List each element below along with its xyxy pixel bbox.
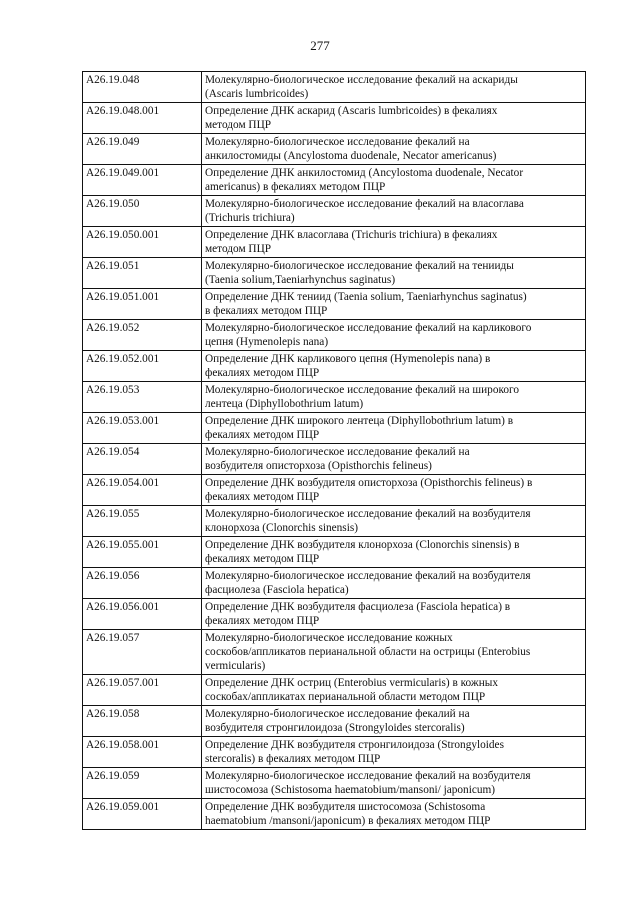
description-line: (Trichuris trichiura) xyxy=(205,212,295,224)
table-row xyxy=(83,103,586,134)
description-line: Определение ДНК аскарид (Ascaris lumbricoides) в фекалиях xyxy=(205,105,498,117)
description-line: Определение ДНК возбудителя клонорхоза (Clonorchis sinensis) в xyxy=(205,539,520,551)
service-description-cell xyxy=(202,706,586,737)
description-line: фекалиях методом ПЦР xyxy=(205,367,320,379)
description-line: Молекулярно-биологическое исследование фекалий на возбудителя xyxy=(205,508,531,520)
service-code-cell: A26.19.052 xyxy=(83,320,202,351)
table-row xyxy=(83,413,586,444)
description-line: анкилостомиды (Ancylostoma duodenale, Necator americanus) xyxy=(205,150,497,162)
service-code-cell: A26.19.049.001 xyxy=(83,165,202,196)
table-row xyxy=(83,227,586,258)
table-row xyxy=(83,630,586,675)
table-row xyxy=(83,351,586,382)
description-line: Молекулярно-биологическое исследование фекалий на возбудителя xyxy=(205,570,531,582)
description-line: Определение ДНК возбудителя шистосомоза (Schistosoma xyxy=(205,801,486,813)
description-line: соскобах/аппликатах перианальной области методом ПЦР xyxy=(205,691,486,703)
table-row xyxy=(83,165,586,196)
description-line: возбудителя описторхоза (Opisthorchis felineus) xyxy=(205,460,432,472)
service-code-cell: A26.19.059.001 xyxy=(83,799,202,830)
description-line: Молекулярно-биологическое исследование фекалий на широкого xyxy=(205,384,520,396)
service-description-cell xyxy=(202,675,586,706)
service-description-cell xyxy=(202,506,586,537)
description-line: методом ПЦР xyxy=(205,243,272,255)
table-row xyxy=(83,382,586,413)
description-line: Определение ДНК анкилостомид (Ancylostoma duodenale, Necator xyxy=(205,167,524,179)
service-description-cell xyxy=(202,413,586,444)
description-line: Молекулярно-биологическое исследование фекалий на карликового xyxy=(205,322,532,334)
service-code-cell: A26.19.056.001 xyxy=(83,599,202,630)
description-line: Определение ДНК широкого лентеца (Diphyllobothrium latum) в xyxy=(205,415,514,427)
service-description-cell xyxy=(202,382,586,413)
description-line: stercoralis) в фекалиях методом ПЦР xyxy=(205,753,381,765)
description-line: Определение ДНК возбудителя фасциолеза (Fasciola hepatica) в xyxy=(205,601,511,613)
service-description-cell xyxy=(202,599,586,630)
service-description-cell xyxy=(202,630,586,675)
table-row xyxy=(83,258,586,289)
service-codes-table xyxy=(82,71,586,830)
service-description-cell xyxy=(202,475,586,506)
description-line: Молекулярно-биологическое исследование кожных xyxy=(205,632,453,644)
service-description-cell xyxy=(202,72,586,103)
table-row xyxy=(83,537,586,568)
table-row xyxy=(83,799,586,830)
service-description-cell xyxy=(202,537,586,568)
service-description-cell xyxy=(202,196,586,227)
description-line: лентеца (Diphyllobothrium latum) xyxy=(205,398,364,410)
service-code-cell: A26.19.050.001 xyxy=(83,227,202,258)
service-description-cell xyxy=(202,320,586,351)
description-line: Молекулярно-биологическое исследование фекалий на тенииды xyxy=(205,260,514,272)
description-line: методом ПЦР xyxy=(205,119,272,131)
table-row xyxy=(83,289,586,320)
service-description-cell xyxy=(202,289,586,320)
description-line: фекалиях методом ПЦР xyxy=(205,615,320,627)
table-row xyxy=(83,320,586,351)
service-code-cell: A26.19.051.001 xyxy=(83,289,202,320)
service-description-cell xyxy=(202,737,586,768)
service-code-cell: A26.19.053 xyxy=(83,382,202,413)
service-code-cell: A26.19.048.001 xyxy=(83,103,202,134)
service-description-cell xyxy=(202,258,586,289)
table-row xyxy=(83,196,586,227)
service-code-cell: A26.19.050 xyxy=(83,196,202,227)
description-line: (Ascaris lumbricoides) xyxy=(205,88,309,100)
description-line: в фекалиях методом ПЦР xyxy=(205,305,328,317)
description-line: Молекулярно-биологическое исследование фекалий на власоглава xyxy=(205,198,524,210)
table-row xyxy=(83,134,586,165)
service-code-cell: A26.19.059 xyxy=(83,768,202,799)
description-line: Определение ДНК власоглава (Trichuris trichiura) в фекалиях xyxy=(205,229,498,241)
table-row xyxy=(83,675,586,706)
description-line: фекалиях методом ПЦР xyxy=(205,429,320,441)
description-line: Молекулярно-биологическое исследование фекалий на xyxy=(205,136,470,148)
service-description-cell xyxy=(202,444,586,475)
service-code-cell: A26.19.055 xyxy=(83,506,202,537)
service-code-cell: A26.19.054.001 xyxy=(83,475,202,506)
description-line: фекалиях методом ПЦР xyxy=(205,491,320,503)
description-line: (Taenia solium,Taeniarhynchus saginatus) xyxy=(205,274,396,286)
description-line: Молекулярно-биологическое исследование фекалий на xyxy=(205,446,470,458)
table-row xyxy=(83,475,586,506)
description-line: возбудителя стронгилоидоза (Strongyloides stercoralis) xyxy=(205,722,465,734)
table-row xyxy=(83,706,586,737)
service-code-cell: A26.19.054 xyxy=(83,444,202,475)
table-row xyxy=(83,737,586,768)
table-row xyxy=(83,568,586,599)
description-line: Молекулярно-биологическое исследование фекалий на аскариды xyxy=(205,74,518,86)
service-code-cell: A26.19.057.001 xyxy=(83,675,202,706)
description-line: цепня (Hymenolepis nana) xyxy=(205,336,329,348)
service-code-cell: A26.19.057 xyxy=(83,630,202,675)
description-line: Определение ДНК остриц (Enterobius vermicularis) в кожных xyxy=(205,677,498,689)
table-row xyxy=(83,506,586,537)
service-description-cell xyxy=(202,351,586,382)
table-body xyxy=(83,72,586,830)
description-line: соскобов/аппликатов перианальной области на острицы (Enterobius xyxy=(205,646,531,658)
description-line: Определение ДНК карликового цепня (Hymenolepis nana) в xyxy=(205,353,491,365)
description-line: фекалиях методом ПЦР xyxy=(205,553,320,565)
service-description-cell xyxy=(202,103,586,134)
service-code-cell: A26.19.056 xyxy=(83,568,202,599)
description-line: Определение ДНК возбудителя описторхоза (Opisthorchis felineus) в xyxy=(205,477,533,489)
service-description-cell xyxy=(202,165,586,196)
description-line: haematobium /mansoni/japonicum) в фекалиях методом ПЦР xyxy=(205,815,491,827)
table-row xyxy=(83,599,586,630)
table-row xyxy=(83,444,586,475)
description-line: vermicularis) xyxy=(205,660,266,672)
description-line: Молекулярно-биологическое исследование фекалий на возбудителя xyxy=(205,770,531,782)
service-code-cell: A26.19.052.001 xyxy=(83,351,202,382)
description-line: Определение ДНК тениид (Taenia solium, Taeniarhynchus saginatus) xyxy=(205,291,527,303)
description-line: фасциолеза (Fasciola hepatica) xyxy=(205,584,349,596)
description-line: Определение ДНК возбудителя стронгилоидоза (Strongyloides xyxy=(205,739,504,751)
service-description-cell xyxy=(202,568,586,599)
description-line: шистосомоза (Schistosoma haematobium/mansoni/ japonicum) xyxy=(205,784,496,796)
service-code-cell: A26.19.048 xyxy=(83,72,202,103)
service-code-cell: A26.19.053.001 xyxy=(83,413,202,444)
service-code-cell: A26.19.049 xyxy=(83,134,202,165)
table-row xyxy=(83,768,586,799)
description-line: Молекулярно-биологическое исследование фекалий на xyxy=(205,708,470,720)
service-description-cell xyxy=(202,134,586,165)
description-line: americanus) в фекалиях методом ПЦР xyxy=(205,181,386,193)
service-code-cell: A26.19.051 xyxy=(83,258,202,289)
service-code-cell: A26.19.055.001 xyxy=(83,537,202,568)
service-description-cell xyxy=(202,799,586,830)
page-number: 277 xyxy=(310,38,330,53)
description-line: клонорхоза (Clonorchis sinensis) xyxy=(205,522,358,534)
table-row xyxy=(83,72,586,103)
service-code-cell: A26.19.058 xyxy=(83,706,202,737)
service-description-cell xyxy=(202,768,586,799)
service-code-cell: A26.19.058.001 xyxy=(83,737,202,768)
service-description-cell xyxy=(202,227,586,258)
